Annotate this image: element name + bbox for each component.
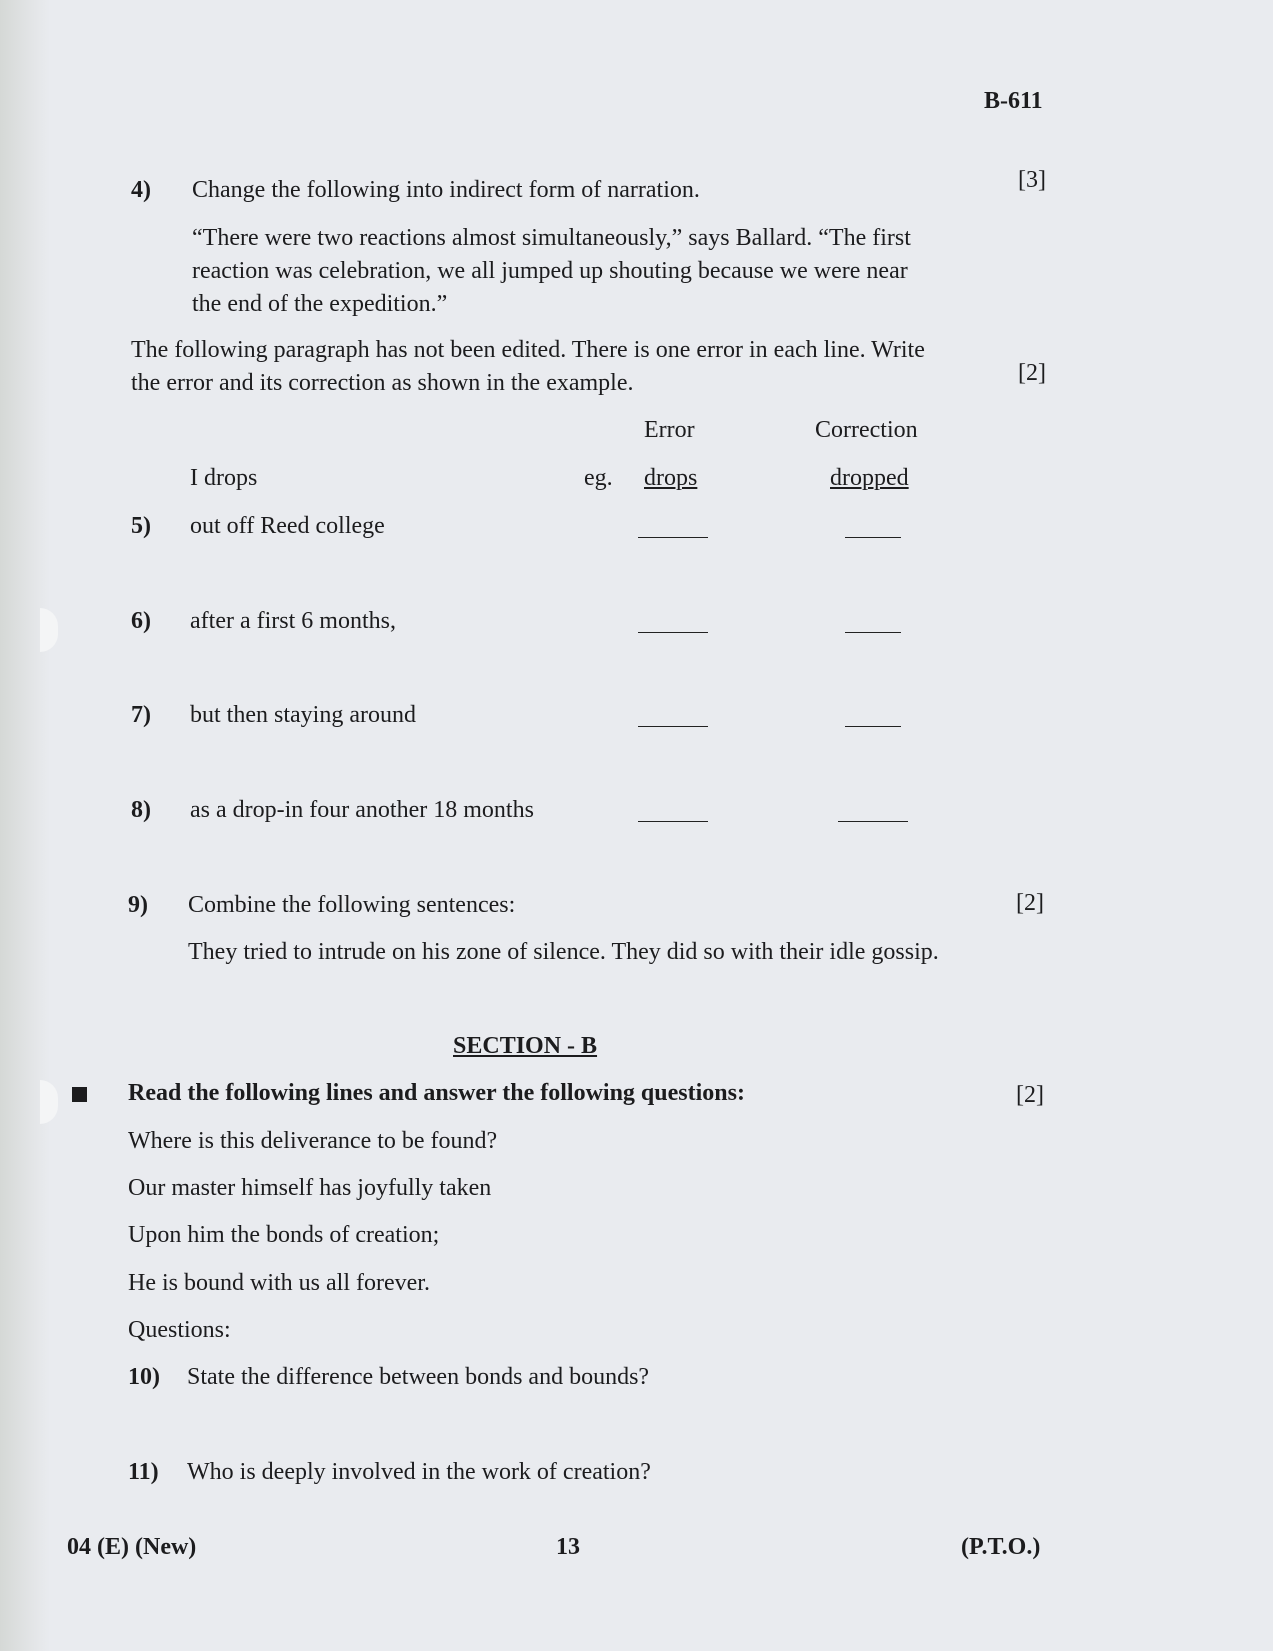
q7-number: 7) <box>131 702 151 728</box>
q5-number: 5) <box>131 513 151 539</box>
section-b-marks: [2] <box>1016 1082 1044 1108</box>
q11-number: 11) <box>128 1459 159 1485</box>
q9-marks: [2] <box>1016 890 1044 916</box>
poem-line: Upon him the bonds of creation; <box>128 1222 440 1248</box>
q4-number: 4) <box>131 177 151 203</box>
q6-correction-blank[interactable] <box>845 632 901 633</box>
editing-instruction-line: The following paragraph has not been edited. There is one error in each line. Write <box>131 337 925 363</box>
poem-line: Our master himself has joyfully taken <box>128 1175 492 1201</box>
editing-instruction-line: the error and its correction as shown in the example. <box>131 370 634 396</box>
q6-error-blank[interactable] <box>638 632 708 633</box>
section-b-instruction: Read the following lines and answer the following questions: <box>128 1080 745 1106</box>
example-correction: dropped <box>830 465 909 491</box>
q9-number: 9) <box>128 892 148 918</box>
q6-number: 6) <box>131 608 151 634</box>
q4-prompt: Change the following into indirect form of narration. <box>192 177 700 203</box>
column-header-error: Error <box>644 417 695 443</box>
q4-passage-line: the end of the expedition.” <box>192 291 448 317</box>
editing-instruction <box>131 334 925 400</box>
q4-passage <box>192 222 911 321</box>
q8-text: as a drop-in four another 18 months <box>190 797 534 823</box>
column-header-correction: Correction <box>815 417 918 443</box>
punch-hole-bottom <box>40 1080 58 1124</box>
example-eg: eg. <box>584 465 613 491</box>
questions-label: Questions: <box>128 1317 231 1343</box>
please-turn-over: (P.T.O.) <box>961 1534 1041 1560</box>
q7-correction-blank[interactable] <box>845 726 901 727</box>
scan-edge <box>0 0 50 1651</box>
q5-error-blank[interactable] <box>638 537 708 538</box>
q9-prompt: Combine the following sentences: <box>188 892 516 918</box>
editing-marks: [2] <box>1018 360 1046 386</box>
paper-code: B-611 <box>984 88 1043 114</box>
q6-text: after a first 6 months, <box>190 608 396 634</box>
punch-hole-top <box>40 608 58 652</box>
q4-passage-line: “There were two reactions almost simultaneously,” says Ballard. “The first <box>192 225 911 251</box>
footer-paper-code: 04 (E) (New) <box>67 1534 197 1560</box>
q7-text: but then staying around <box>190 702 416 728</box>
q8-correction-blank[interactable] <box>838 821 908 822</box>
q8-error-blank[interactable] <box>638 821 708 822</box>
q5-correction-blank[interactable] <box>845 537 901 538</box>
q9-text: They tried to intrude on his zone of silence. They did so with their idle gossip. <box>188 939 939 965</box>
q10-text: State the difference between bonds and bounds? <box>187 1364 650 1390</box>
example-text: I drops <box>190 465 258 491</box>
q4-passage-line: reaction was celebration, we all jumped up shouting because we were near <box>192 258 908 284</box>
poem-line: He is bound with us all forever. <box>128 1270 430 1296</box>
bullet-square-icon <box>72 1087 87 1102</box>
q5-text: out off Reed college <box>190 513 385 539</box>
q7-error-blank[interactable] <box>638 726 708 727</box>
q4-marks: [3] <box>1018 167 1046 193</box>
poem-line: Where is this deliverance to be found? <box>128 1128 498 1154</box>
section-b-title: SECTION - B <box>453 1033 598 1059</box>
q8-number: 8) <box>131 797 151 823</box>
example-error: drops <box>644 465 698 491</box>
q10-number: 10) <box>128 1364 160 1390</box>
page-number: 13 <box>556 1534 580 1560</box>
q11-text: Who is deeply involved in the work of creation? <box>187 1459 651 1485</box>
